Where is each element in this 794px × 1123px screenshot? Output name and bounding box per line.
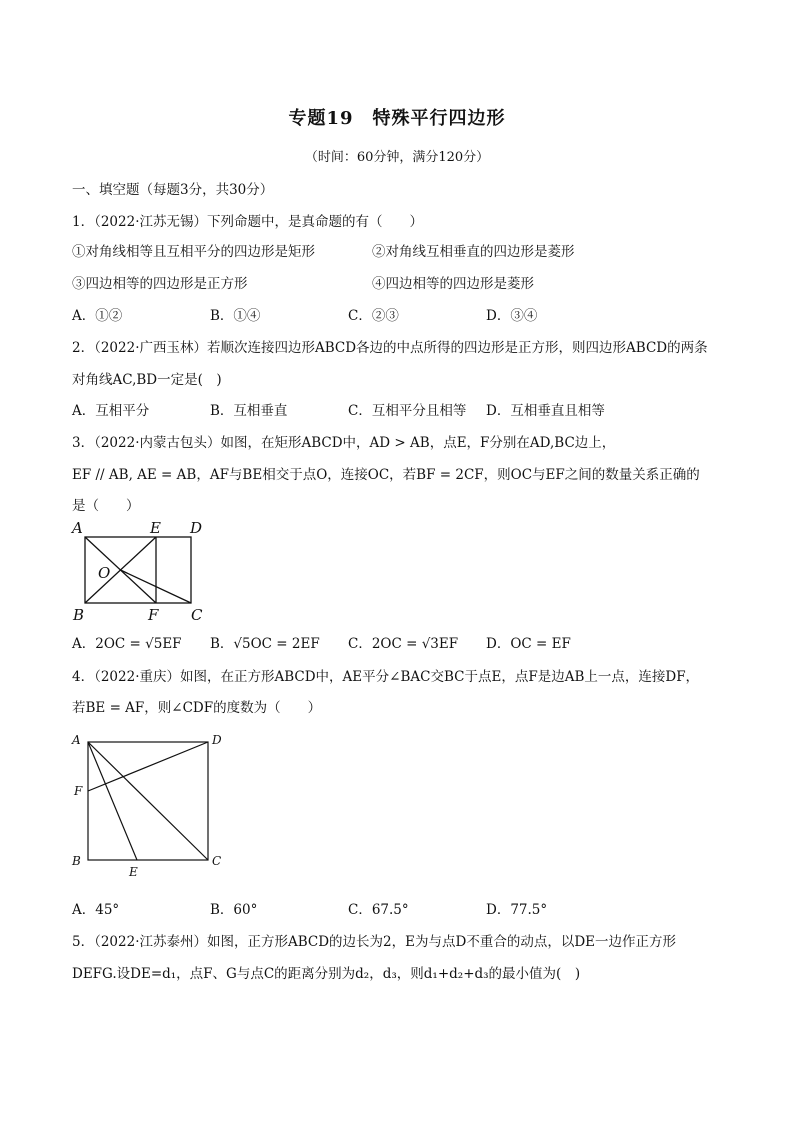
q4-option-a[interactable]: A．45° — [72, 902, 120, 918]
q3-option-a[interactable]: A．2OC = √5EF — [72, 636, 182, 652]
question-2-line-2: 对角线AC,BD一定是( ) — [72, 372, 222, 388]
question-1-stem: 1．（2022·江苏无锡）下列命题中，是真命题的有（ ） — [72, 214, 423, 230]
question-5-line-1: 5．（2022·江苏泰州）如图，正方形ABCD的边长为2，E为与点D不重合的动点，以DE一边作正方形 — [72, 934, 677, 950]
question-2-line-1: 2．（2022·广西玉林）若顺次连接四边形ABCD各边的中点所得的四边形是正方形，则四边形ABCD的两条 — [72, 340, 708, 356]
q1-option-d[interactable]: D．③④ — [486, 308, 538, 324]
q4-option-b[interactable]: B．60° — [210, 902, 258, 918]
question-3-line-2: EF // AB, AE = AB，AF与BE相交于点O，连接OC，若BF = 2CF，则OC与EF之间的数量关系正确的 — [72, 467, 700, 483]
q2-option-a[interactable]: A．互相平分 — [72, 403, 150, 419]
label-d: D — [212, 733, 222, 747]
q1-prop-3: ③四边相等的四边形是正方形 — [72, 276, 248, 292]
question-4-line-2: 若BE = AF，则∠CDF的度数为（ ） — [72, 700, 322, 716]
q2-option-b[interactable]: B．互相垂直 — [210, 403, 288, 419]
diagonal-ac — [88, 742, 208, 860]
q1-option-a[interactable]: A．①② — [72, 308, 123, 324]
q1-prop-2: ②对角线互相垂直的四边形是菱形 — [372, 244, 575, 260]
label-a: A — [72, 519, 83, 537]
q1-prop-1: ①对角线相等且互相平分的四边形是矩形 — [72, 244, 315, 260]
q2-option-c[interactable]: C．互相平分且相等 — [348, 403, 467, 419]
label-a: A — [72, 733, 81, 747]
question-5-line-2: DEFG.设DE=d₁，点F、G与点C的距离分别为d₂，d₃，则d₁+d₂+d₃的最小值为( ) — [72, 966, 581, 982]
q3-option-b[interactable]: B．√5OC = 2EF — [210, 636, 320, 652]
label-b: B — [73, 606, 85, 624]
q1-option-b[interactable]: B．①④ — [210, 308, 261, 324]
segment-ae — [88, 742, 137, 860]
label-f: F — [148, 606, 159, 624]
section-heading: 一、填空题（每题3分，共30分） — [72, 182, 274, 198]
page-title: 专题19 特殊平行四边形 — [288, 108, 506, 129]
q4-square-figure — [68, 728, 230, 880]
q1-option-c[interactable]: C．②③ — [348, 308, 399, 324]
label-f: F — [74, 784, 83, 798]
label-d: D — [190, 519, 203, 537]
page-subtitle: （时间：60分钟，满分120分） — [304, 150, 490, 165]
segment-fd — [88, 742, 208, 791]
q4-option-d[interactable]: D．77.5° — [486, 902, 548, 918]
question-3-line-1: 3．（2022·内蒙古包头）如图，在矩形ABCD中，AD > AB，点E，F分别在AD,BC边上， — [72, 435, 616, 451]
q1-prop-4: ④四边相等的四边形是菱形 — [372, 276, 534, 292]
question-3-line-3: 是（ ） — [72, 498, 140, 514]
q3-option-c[interactable]: C．2OC = √3EF — [348, 636, 459, 652]
q4-option-c[interactable]: C．67.5° — [348, 902, 409, 918]
question-4-line-1: 4．（2022·重庆）如图，在正方形ABCD中，AE平分∠BAC交BC于点E，点F是边AB上一点，连接DF， — [72, 669, 700, 685]
q2-option-d[interactable]: D．互相垂直且相等 — [486, 403, 605, 419]
q3-rectangle-figure — [70, 516, 210, 628]
label-o: O — [98, 564, 111, 582]
label-c: C — [212, 854, 222, 868]
q3-option-d[interactable]: D．OC = EF — [486, 636, 571, 652]
label-e: E — [150, 519, 161, 537]
label-e: E — [129, 865, 138, 879]
label-b: B — [72, 854, 81, 868]
label-c: C — [191, 606, 203, 624]
